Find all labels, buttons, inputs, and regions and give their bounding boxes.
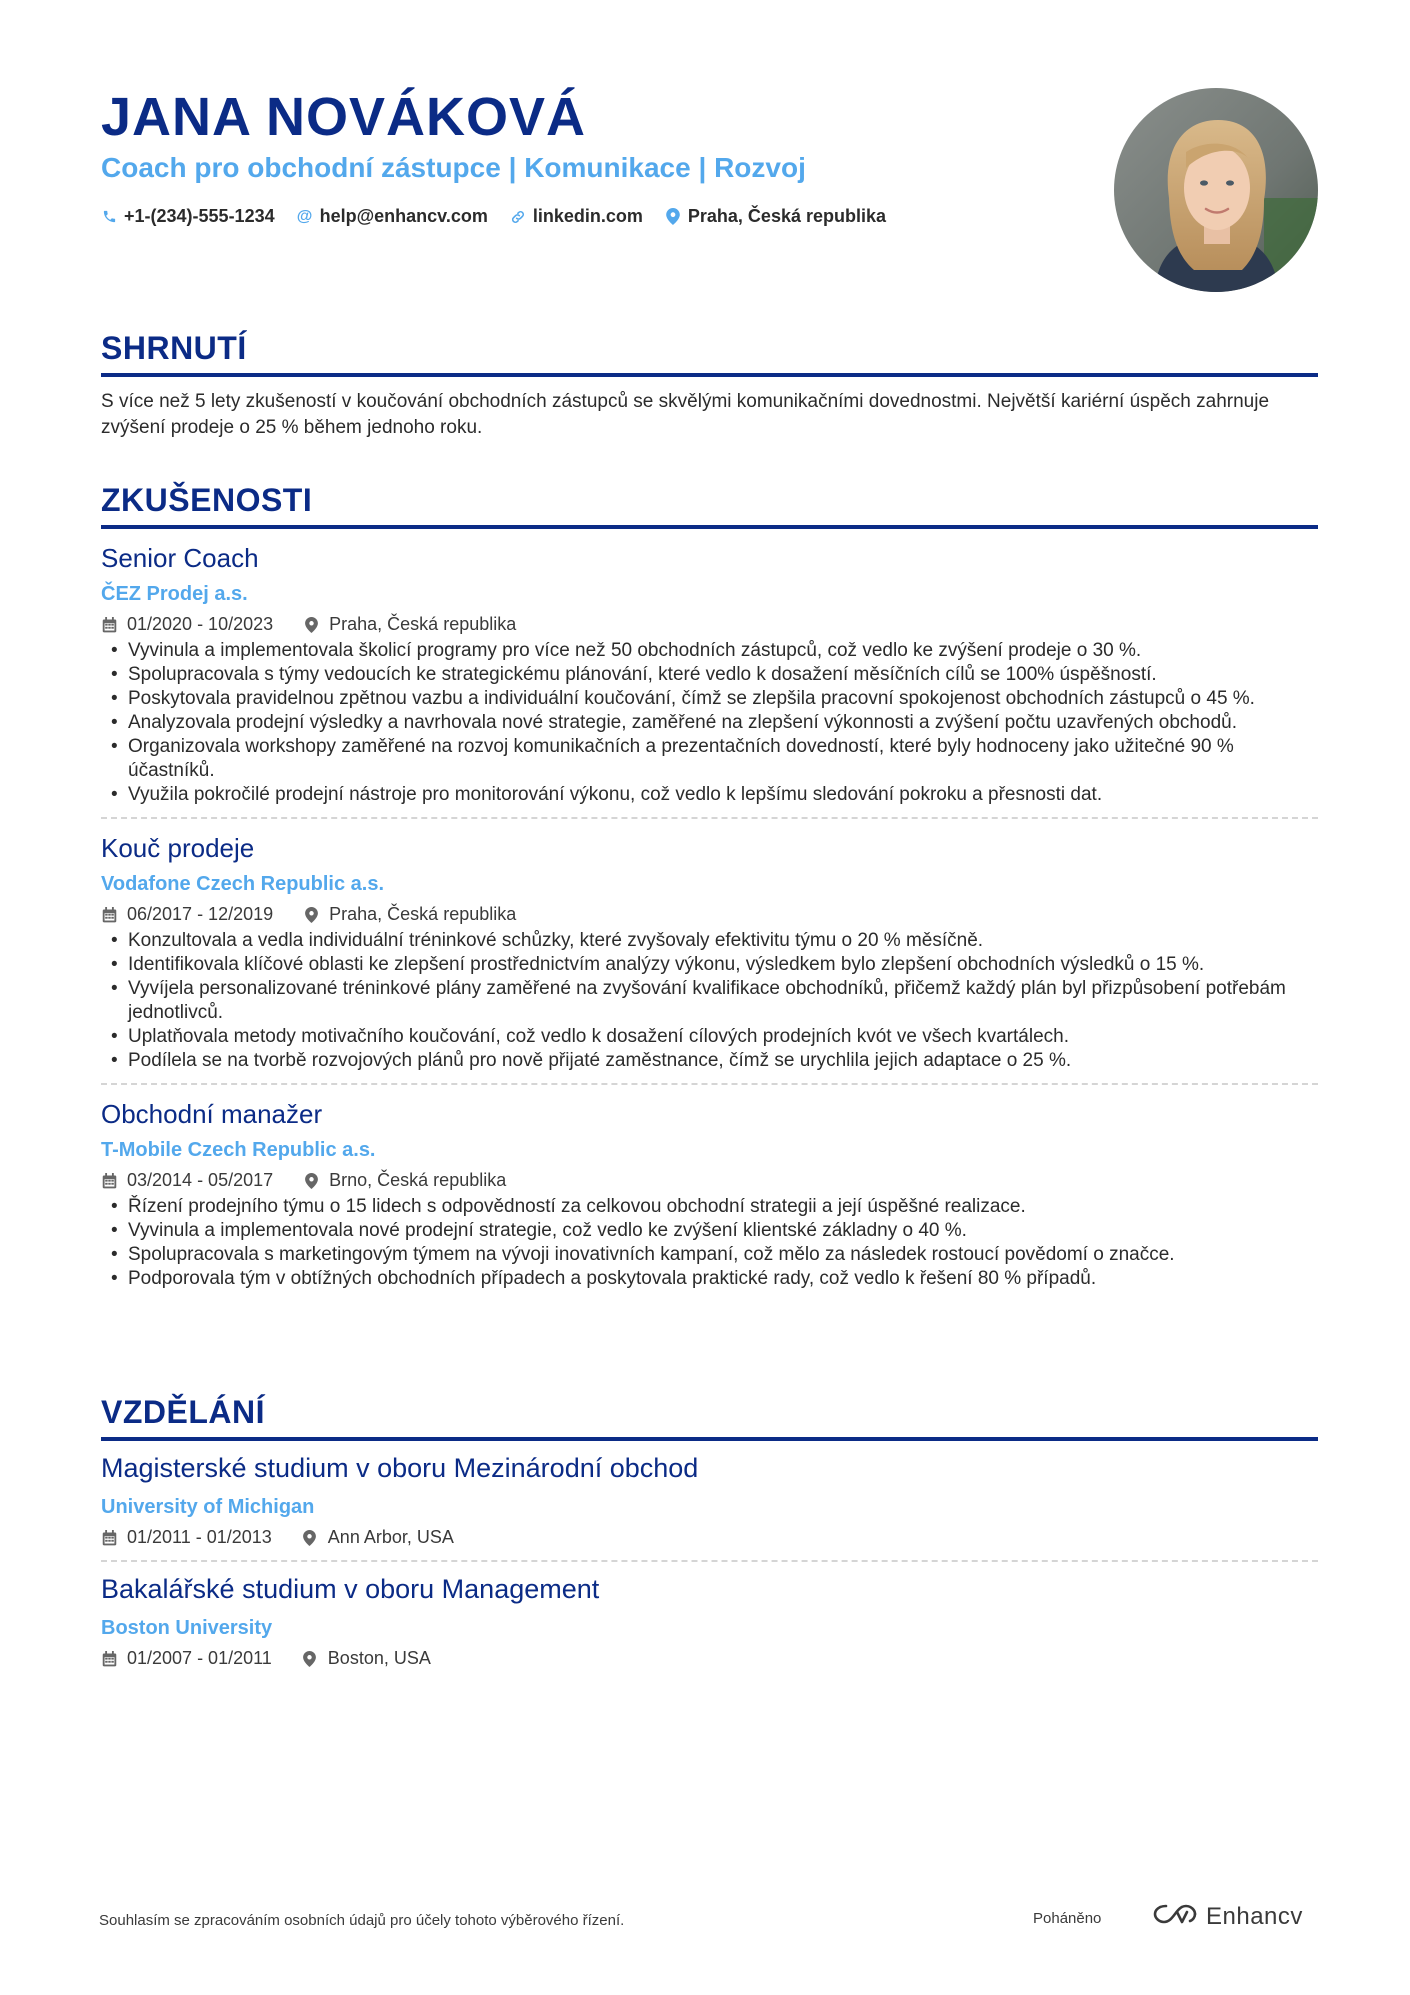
education-item [101, 1441, 1318, 1562]
contact-location [665, 206, 886, 227]
school-name: University of Michigan [101, 1496, 315, 1518]
candidate-headline: Coach pro obchodní zástupce | Komunikace | Rozvoj [101, 152, 806, 183]
contact-list [101, 206, 886, 227]
calendar-icon [101, 907, 117, 923]
education-item [101, 1562, 1318, 1681]
job-bullet: • Spolupracovala s týmy vedoucích ke strategickému plánování, které vedlo k dosažení měsíčních cílů se 100% úspěšností. [101, 663, 1318, 687]
calendar-icon [101, 1530, 117, 1546]
experience-item [101, 819, 1318, 1085]
candidate-name: JANA NOVÁKOVÁ [101, 87, 587, 147]
education-dates-text: 01/2007 - 01/2011 [127, 1648, 272, 1668]
job-dates [101, 904, 273, 925]
contact-email[interactable] [297, 206, 488, 227]
job-bullet: • Vyvinula a implementovala školicí programy pro více než 50 obchodních zástupců, což vedlo ke zvýšení prodeje o 30 %. [101, 639, 1318, 663]
consent-statement: Souhlasím se zpracováním osobních údajů pro účely tohoto výběrového řízení. [99, 1912, 625, 1929]
job-location-text: Praha, Česká republika [329, 904, 517, 924]
contact-phone-text: +1-(234)-555-1234 [124, 206, 275, 226]
link-icon [510, 209, 526, 225]
job-bullets [101, 639, 1318, 807]
job-location [303, 904, 516, 925]
job-dates-text: 01/2020 - 10/2023 [127, 614, 274, 634]
location-pin-icon [303, 1173, 319, 1189]
degree-title: Magisterské studium v oboru Mezinárodní obchod [101, 1453, 699, 1483]
contact-phone[interactable] [101, 206, 275, 227]
education-meta [101, 1527, 1318, 1548]
experience-section [101, 482, 1318, 1301]
job-bullet: • Poskytovala pravidelnou zpětnou vazbu a individuální koučování, čímž se zlepšila pracovní spokojenost obchodních zástupců o 45 %. [101, 687, 1318, 711]
degree-title: Bakalářské studium v oboru Management [101, 1574, 600, 1604]
location-pin-icon [303, 907, 319, 923]
job-bullet: • Organizovala workshopy zaměřené na rozvoj komunikačních a prezentačních dovedností, které byly hodnoceny jako užitečné 90 % účastníků. [101, 735, 1318, 783]
job-title: Kouč prodeje [101, 833, 255, 863]
calendar-icon [101, 1173, 117, 1189]
education-location [302, 1527, 454, 1548]
education-dates [101, 1527, 272, 1548]
job-bullet: • Spolupracovala s marketingovým týmem na vývoji inovativních kampaní, což mělo za následek rostoucí povědomí o značce. [101, 1243, 1318, 1267]
enhancv-logo-icon [1152, 1902, 1198, 1931]
experience-heading: ZKUŠENOSTI [101, 482, 1318, 529]
job-bullet: • Využila pokročilé prodejní nástroje pro monitorování výkonu, což vedlo k lepšímu sledování pokroku a přesnosti dat. [101, 783, 1318, 807]
location-pin-icon [302, 1530, 318, 1546]
job-company: Vodafone Czech Republic a.s. [101, 873, 385, 895]
job-company: ČEZ Prodej a.s. [101, 583, 248, 605]
education-dates-text: 01/2011 - 01/2013 [127, 1527, 272, 1547]
education-location-text: Boston, USA [327, 1648, 431, 1668]
calendar-icon [101, 617, 117, 633]
job-location-text: Brno, Česká republika [329, 1170, 507, 1190]
contact-location-text: Praha, Česká republika [687, 206, 887, 226]
job-meta [101, 904, 1318, 925]
job-company: T-Mobile Czech Republic a.s. [101, 1139, 376, 1161]
education-section [101, 1394, 1318, 1681]
calendar-icon [101, 1651, 117, 1667]
job-bullet: • Podílela se na tvorbě rozvojových plánů pro nově přijaté zaměstnance, čímž se urychlila jejich adaptace o 25 %. [101, 1049, 1318, 1073]
enhancv-logo-text: Enhancv [1206, 1902, 1303, 1930]
job-bullet: • Konzultovala a vedla individuální tréninkové schůzky, které zvyšovaly efektivitu týmu o 20 % měsíčně. [101, 929, 1318, 953]
job-meta [101, 1170, 1318, 1191]
job-title: Obchodní manažer [101, 1099, 323, 1129]
at-icon: @ [296, 207, 313, 225]
job-bullets [101, 929, 1318, 1073]
job-location [303, 614, 516, 635]
job-bullet: • Analyzovala prodejní výsledky a navrhovala nové strategie, zaměřené na zlepšení výkonnosti a zvýšení počtu uzavřených obchodů. [101, 711, 1318, 735]
summary-section [101, 330, 1318, 441]
job-meta [101, 614, 1318, 635]
contact-linkedin-text: linkedin.com [532, 206, 643, 226]
education-location-text: Ann Arbor, USA [327, 1527, 454, 1547]
job-dates [101, 614, 273, 635]
experience-item [101, 529, 1318, 819]
summary-heading: SHRNUTÍ [101, 330, 1318, 377]
location-pin-icon [302, 1651, 318, 1667]
education-location [302, 1648, 431, 1669]
experience-item [101, 1085, 1318, 1301]
job-dates-text: 06/2017 - 12/2019 [127, 904, 274, 924]
job-title: Senior Coach [101, 543, 259, 573]
job-bullet: • Vyvíjela personalizované tréninkové plány zaměřené na zvyšování kvalifikace obchodníků, přičemž každý plán byl přizpůsobení potřebám jednotlivců. [101, 977, 1318, 1025]
job-bullet: • Uplatňovala metody motivačního koučování, což vedlo k dosažení cílových prodejních kvót ve všech kvartálech. [101, 1025, 1318, 1049]
education-meta [101, 1648, 1318, 1669]
job-bullet: • Identifikovala klíčové oblasti ke zlepšení prostřednictvím analýzy výkonu, výsledkem bylo zlepšení obchodních výsledků o 15 %. [101, 953, 1318, 977]
profile-photo [1114, 88, 1318, 292]
powered-by-label: Poháněno [1033, 1910, 1102, 1927]
job-bullets [101, 1195, 1318, 1291]
job-bullet: • Podporovala tým v obtížných obchodních případech a poskytovala praktické rady, což vedlo k řešení 80 % případů. [101, 1267, 1318, 1291]
education-heading: VZDĚLÁNÍ [101, 1394, 1318, 1441]
job-location [303, 1170, 506, 1191]
summary-text: S více než 5 lety zkušeností v koučování obchodních zástupců se skvělými komunikačními dovednostmi. Největší kariérní úspěch zahrnuje zvýšení prodeje o 25 % během jednoho roku. [101, 391, 1270, 438]
contact-email-text: help@enhancv.com [319, 206, 488, 226]
location-pin-icon [665, 208, 681, 225]
job-bullet: • Vyvinula a implementovala nové prodejní strategie, což vedlo ke zvýšení klientské základny o 40 %. [101, 1219, 1318, 1243]
job-dates [101, 1170, 273, 1191]
location-pin-icon [303, 617, 319, 633]
job-dates-text: 03/2014 - 05/2017 [127, 1170, 274, 1190]
phone-icon [101, 209, 117, 224]
job-location-text: Praha, Česká republika [329, 614, 517, 634]
enhancv-logo[interactable] [1152, 1902, 1303, 1931]
school-name: Boston University [101, 1617, 273, 1639]
education-dates [101, 1648, 272, 1669]
job-bullet: • Řízení prodejního týmu o 15 lidech s odpovědností za celkovou obchodní strategii a její úspěšné realizace. [101, 1195, 1318, 1219]
contact-linkedin[interactable] [510, 206, 643, 227]
